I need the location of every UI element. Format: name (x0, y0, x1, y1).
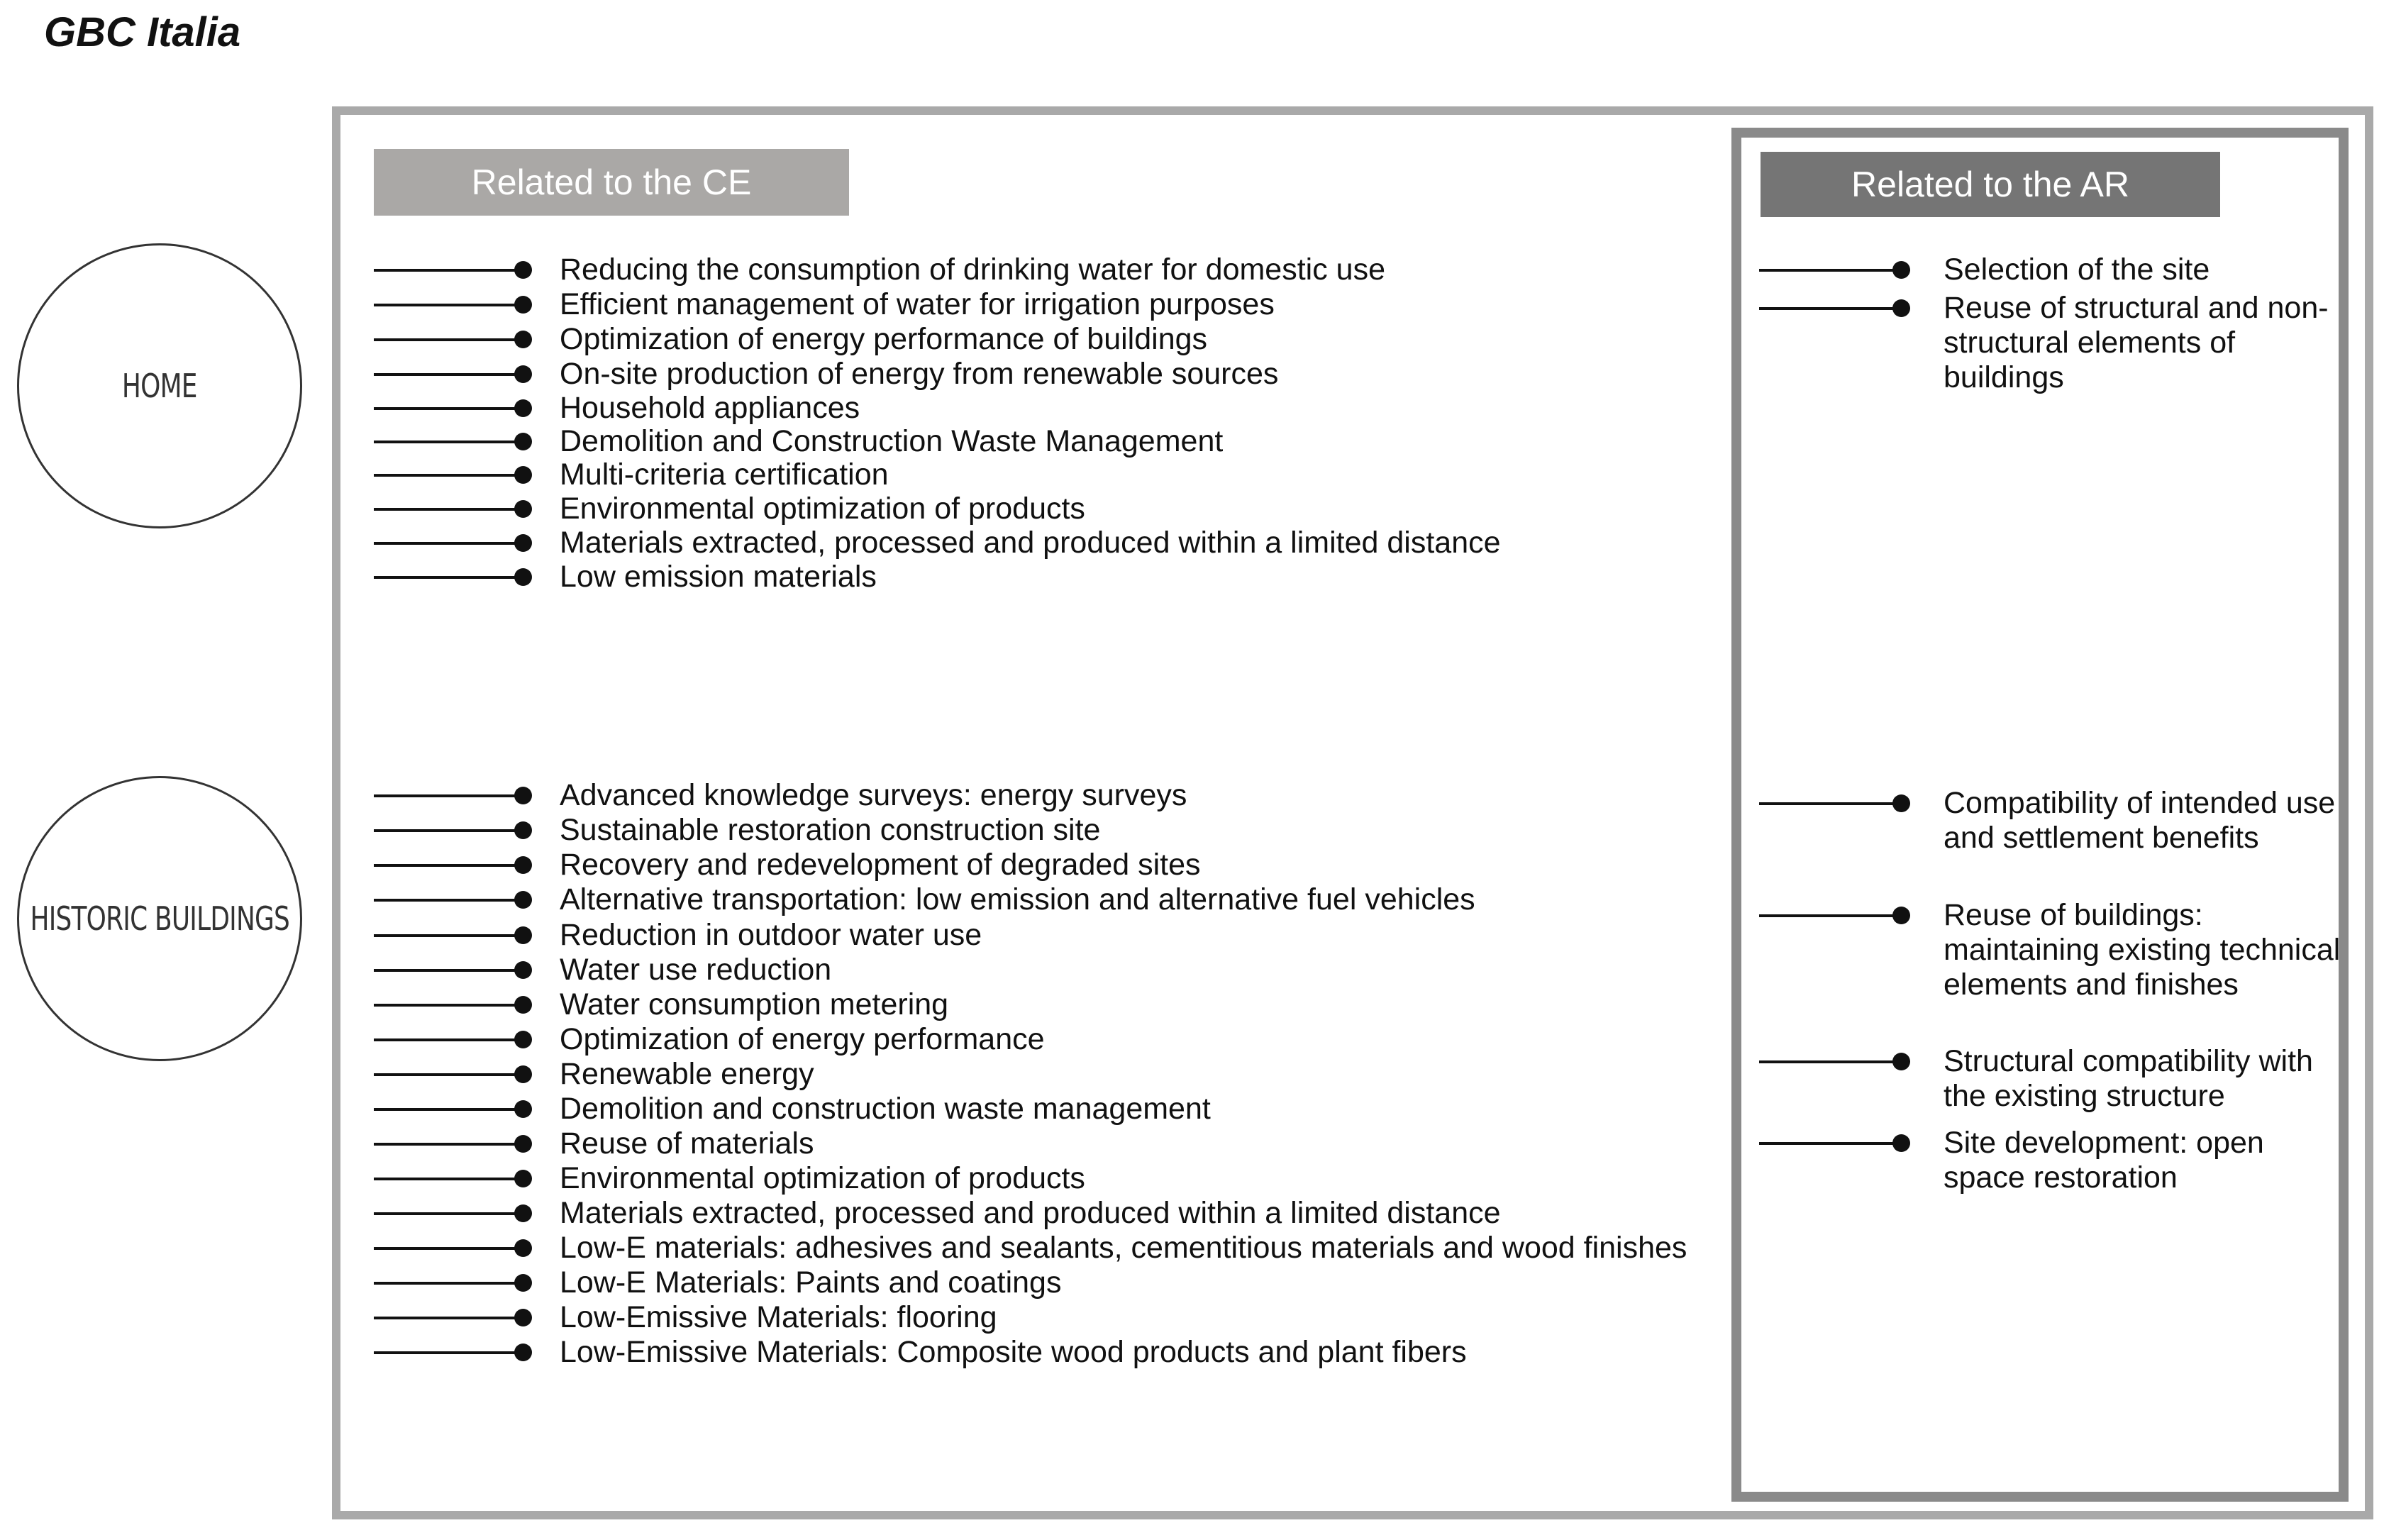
historic-ar-item-text: Site development: open space restoration (1944, 1126, 2264, 1195)
historic-ce-item-text: Sustainable restoration construction site (560, 813, 1101, 847)
bullet-connector (1759, 1044, 1915, 1079)
category-label-historic-buildings: HISTORIC BUILDINGS (30, 899, 289, 938)
home-ar-item-text: Reuse of structural and non-structural elements of buildings (1944, 291, 2329, 394)
bullet-connector (1759, 291, 1915, 326)
bullet-connector (374, 1057, 530, 1092)
bullet-connector (374, 526, 530, 560)
historic-ce-item-text: Low-Emissive Materials: Composite wood products and plant fibers (560, 1335, 1467, 1369)
category-label-home: HOME (122, 367, 197, 405)
historic-ce-item-text: Materials extracted, processed and produced within a limited distance (560, 1196, 1501, 1230)
bullet-connector (1759, 253, 1915, 287)
home-ce-item-text: Demolition and Construction Waste Management (560, 424, 1224, 458)
historic-ce-item-text: Demolition and construction waste management (560, 1092, 1211, 1126)
home-ce-item-text: Efficient management of water for irrigation purposes (560, 287, 1275, 321)
historic-ar-item-text: Reuse of buildings: maintaining existing technical elements and finishes (1944, 898, 2341, 1002)
historic-ce-item-text: Low-E materials: adhesives and sealants, cementitious materials and wood finishes (560, 1231, 1687, 1265)
bullet-connector (374, 1231, 530, 1265)
bullet-connector (374, 458, 530, 492)
bullet-connector (374, 1022, 530, 1057)
bullet-connector (374, 1335, 530, 1370)
bullet-connector (374, 882, 530, 917)
historic-ar-item-text: Structural compatibility with the existing structure (1944, 1044, 2313, 1113)
bullet-connector (374, 391, 530, 426)
bullet-connector (374, 778, 530, 813)
home-ce-item-text: Multi-criteria certification (560, 458, 889, 492)
header-related-to-ce: Related to the CE (374, 149, 849, 216)
home-ce-item-text: On-site production of energy from renewable sources (560, 357, 1279, 391)
historic-ce-item-text: Low-Emissive Materials: flooring (560, 1300, 997, 1334)
bullet-connector (1759, 1126, 1915, 1160)
home-ce-item-text: Optimization of energy performance of buildings (560, 322, 1208, 356)
home-ce-item-text: Reducing the consumption of drinking water for domestic use (560, 253, 1386, 287)
bullet-connector (1759, 898, 1915, 933)
bullet-connector (374, 813, 530, 848)
bullet-connector (374, 1196, 530, 1231)
historic-ce-item-text: Renewable energy (560, 1057, 814, 1091)
bullet-connector (374, 953, 530, 987)
bullet-connector (374, 1092, 530, 1126)
historic-ce-item-text: Environmental optimization of products (560, 1161, 1085, 1195)
home-ce-item-text: Low emission materials (560, 560, 877, 594)
home-ar-item-text: Selection of the site (1944, 253, 2210, 287)
bullet-connector (374, 287, 530, 322)
home-ce-item-text: Environmental optimization of products (560, 492, 1085, 526)
home-ce-item-text: Household appliances (560, 391, 860, 425)
historic-ce-item-text: Optimization of energy performance (560, 1022, 1045, 1056)
bullet-connector (374, 492, 530, 526)
historic-ce-item-text: Advanced knowledge surveys: energy surveys (560, 778, 1187, 812)
header-related-to-ar: Related to the AR (1761, 152, 2220, 217)
bullet-connector (374, 1161, 530, 1196)
bullet-connector (374, 253, 530, 287)
historic-ce-item-text: Reuse of materials (560, 1126, 814, 1160)
bullet-connector (374, 424, 530, 459)
bullet-connector (374, 1126, 530, 1161)
bullet-connector (374, 848, 530, 882)
historic-ce-item-text: Alternative transportation: low emission and alternative fuel vehicles (560, 882, 1475, 916)
historic-ar-item-text: Compatibility of intended use and settlement benefits (1944, 786, 2336, 855)
historic-ce-item-text: Water use reduction (560, 953, 832, 987)
bullet-connector (374, 1265, 530, 1300)
historic-ce-item-text: Reduction in outdoor water use (560, 918, 982, 952)
category-circle-home (17, 243, 302, 528)
bullet-connector (374, 1300, 530, 1335)
historic-ce-item-text: Water consumption metering (560, 987, 949, 1021)
bullet-connector (374, 987, 530, 1022)
historic-ce-item-text: Recovery and redevelopment of degraded sites (560, 848, 1201, 882)
bullet-connector (374, 918, 530, 953)
bullet-connector (374, 560, 530, 594)
figure-title: GBC Italia (44, 9, 241, 55)
historic-ce-item-text: Low-E Materials: Paints and coatings (560, 1265, 1062, 1300)
home-ce-item-text: Materials extracted, processed and produced within a limited distance (560, 526, 1501, 560)
category-circle-historic-buildings (17, 776, 302, 1061)
bullet-connector (374, 322, 530, 357)
bullet-connector (374, 357, 530, 392)
bullet-connector (1759, 786, 1915, 821)
